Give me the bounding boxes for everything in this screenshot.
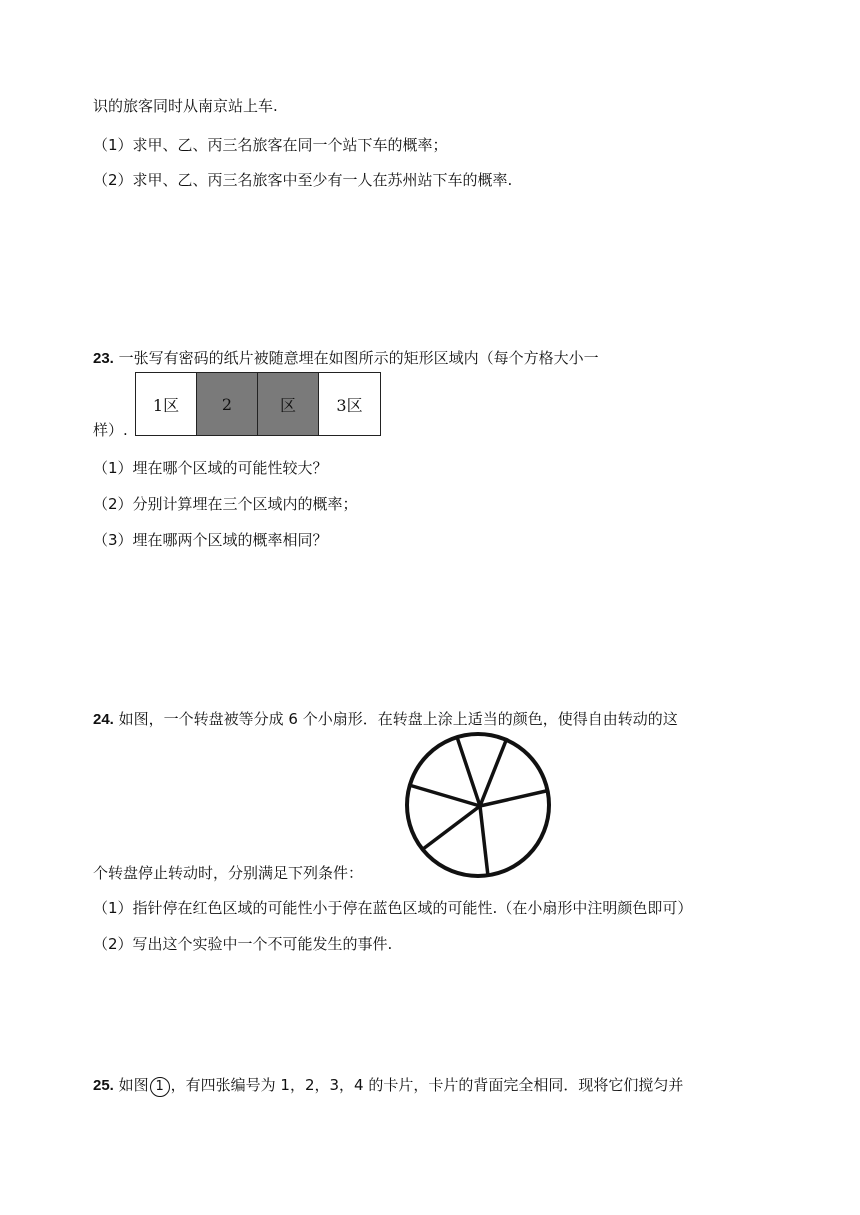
spinner-divider [480,738,507,806]
q24-stem-line2: 个转盘停止转动时，分别满足下列条件： [93,864,364,882]
q25-stem-line1 [93,1075,683,1097]
q23-sub2: （2）分别计算埋在三个区域内的概率； [93,495,358,513]
q24-number: 24. [93,711,114,728]
grid-cell-4: 3区 [336,395,363,415]
grid-cell-3: 区 [258,373,319,435]
q22-sub1: （1）求甲、乙、丙三名旅客在同一个站下车的概率； [93,136,448,154]
q23-stem-line1 [93,348,599,369]
grid-cell-1: 1区 [136,373,197,435]
spinner-figure [403,730,553,880]
q23-stem-text: 一张写有密码的纸片被随意埋在如图所示的矩形区域内（每个方格大小一 [118,349,599,367]
q22-sub2: （2）求甲、乙、丙三名旅客中至少有一人在苏州站下车的概率. [93,171,513,189]
q23-grid-figure [135,372,381,436]
q24-stem-line1 [93,709,678,730]
q23-stem-line2: 样）. [93,421,128,439]
q24-sub1: （1）指针停在红色区域的可能性小于停在蓝色区域的可能性.（在小扇形中注明颜色即可） [93,899,693,917]
circled-number-1: 1 [150,1077,170,1097]
q22-line: 识的旅客同时从南京站上车. [93,97,278,115]
q25-stem-post: ，有四张编号为 1，2，3，4 的卡片，卡片的背面完全相同．现将它们搅匀并 [170,1076,684,1094]
grid-cell-2: 2 [197,373,258,435]
spinner-divider [409,785,480,806]
q23-number: 23. [93,350,114,367]
spinner-divider [423,806,480,849]
spinner-divider [457,737,480,806]
spinner-divider [480,806,488,876]
q25-number: 25. [93,1077,114,1094]
q23-sub1: （1）埋在哪个区域的可能性较大？ [93,459,328,477]
q24-stem-text: 如图，一个转盘被等分成 6 个小扇形．在转盘上涂上适当的颜色，使得自由转动的这 [118,710,678,728]
q23-sub3: （3）埋在哪两个区域的概率相同？ [93,531,328,549]
q24-sub2: （2）写出这个实验中一个不可能发生的事件. [93,935,393,953]
spinner-divider [480,791,546,806]
q25-stem-pre: 如图 [118,1076,149,1094]
